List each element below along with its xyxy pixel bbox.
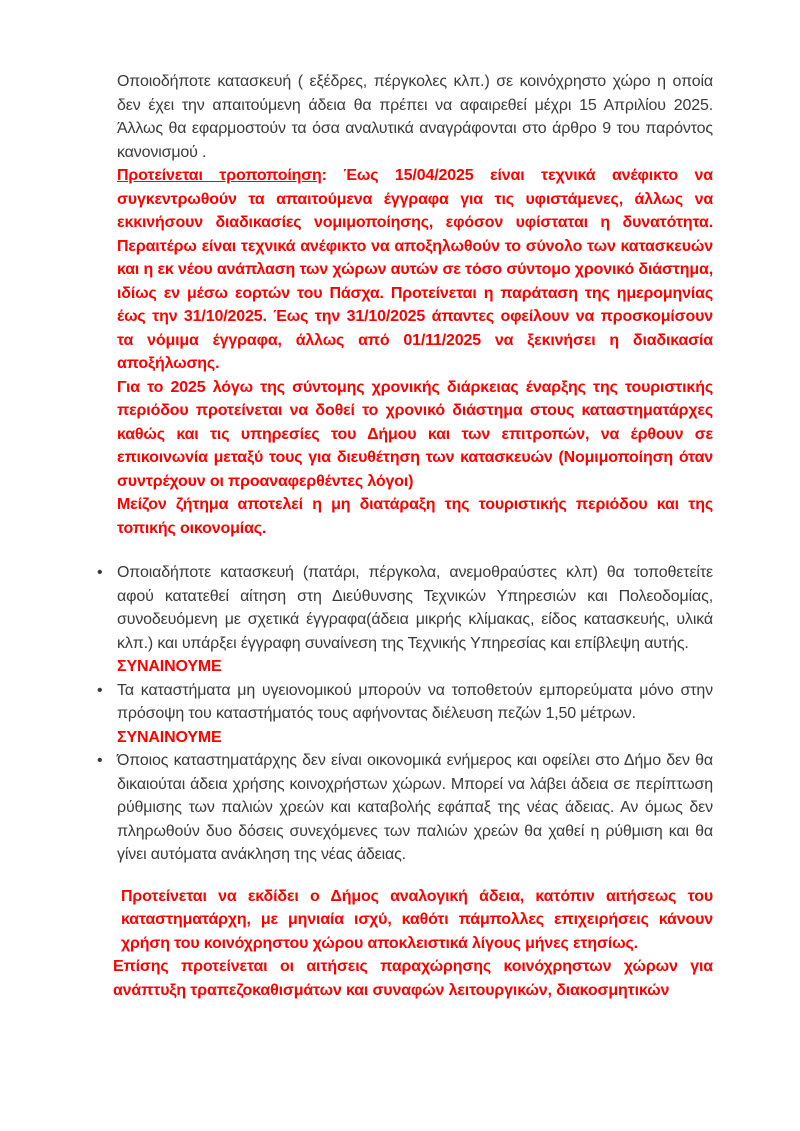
bullet-icon: • [97,564,103,581]
bullet-text: Όποιος καταστηματάρχης δεν είναι οικονομικά ενήμερος και οφείλει στο Δήμο δεν θα δικαιούται άδεια χρήσης κοινοχρήστων χώρων. Μπορεί να λάβει άδεια σε περίπτωση ρύθμισης των παλιών χρεών και καταβολής εφάπαξ της νέας άδειας. Αν όμως δεν πληρωθούν δυο δόσεις συνεχόμενες των παλιών χρεών θα χαθεί η ρύθμιση και θα γίνει αυτόματα ανάκληση της νέας άδειας. [117,752,713,863]
bullet-text: Οποιαδήποτε κατασκευή (πατάρι, πέργκολα, ανεμοθραύστες κλπ) θα τοποθετείτε αφού κατατεθεί αίτηση στη Διεύθυνσης Τεχνικών Υπηρεσιών και Πολεοδομίας, συνοδευόμενη με σχετικά έγγραφα(άδεια μικρής κλίμακας, είδος κατασκευής, υλικά κλπ.) και υπάρξει έγγραφη συναίνεση της Τεχνικής Υπηρεσίας και επίβλεψη αυτής. [117,564,713,652]
bullet-item-constructions [97,561,713,679]
amendment-separator: : [321,167,344,184]
tourism-proposal-paragraph: Για το 2025 λόγω της σύντομης χρονικής διάρκειας έναρξης της τουριστικής περιόδου προτείνεται να δοθεί το χρονικό διάστημα στους καταστηματάρχες καθώς και τις υπηρεσίες του Δήμου και των επιτροπών, να έρθουν σε επικοινωνία μεταξύ τους για διευθέτηση των κατασκευών (Νομιμοποίηση όταν συντρέχουν οι προαναφερθέντες λόγοι) [117,378,713,490]
amendment-paragraph [117,164,713,376]
amendment-lead: Προτείνεται τροποποίηση [117,167,322,184]
closing-paragraph-1: Προτείνεται να εκδίδει ο Δήμος αναλογική άδεια, κατόπιν αιτήσεως του καταστηματάρχη, με μηνιαία ισχύ, καθότι πάμπολλες επιχειρήσεις κάνουν χρήση του κοινόχρηστου χώρου αποκλειστικά λίγους μήνες ετησίως. [121,887,713,952]
bullet-text: Τα καταστήματα μη υγειονομικού μπορούν να τοποθετούν εμπορεύματα μόνο στην πρόσοψη του καταστήματός τους αφήνοντας διέλευση πεζών 1,50 μέτρων. [117,681,713,722]
consent-label: ΣΥΝΑΙΝΟΥΜΕ [117,728,222,746]
bullet-icon: • [97,752,103,769]
closing-paragraph-2: Επίσης προτείνεται οι αιτήσεις παραχώρησης κοινόχρηστων χώρων για ανάπτυξη τραπεζοκαθισμάτων και συναφών λειτουργικών, διακοσμητικών [113,958,713,999]
bullet-icon: • [97,681,103,699]
bullet-list [97,561,713,867]
consent-label: ΣΥΝΑΙΝΟΥΜΕ [117,658,222,675]
closing-proposals [113,885,713,1003]
amendment-body: Έως 15/04/2025 είναι τεχνικά ανέφικτο να συγκεντρωθούν τα απαιτούμενα έγγραφα για τις υφιστάμενες, άλλως να εκκινήσουν διαδικασίες νομιμοποίησης, εφόσον υφίσταται η δυνατότητα. Περαιτέρω είναι τεχνικά ανέφικτο να αποξηλωθούν το σύνολο των κατασκευών και η εκ νέου ανάπλαση των χώρων αυτών σε τόσο σύντομο χρονικό διάστημα, ιδίως εν μέσω εορτών του Πάσχα. Προτείνεται η παράταση της ημερομηνίας έως την 31/10/2025. Έως την 31/10/2025 άπαντες οφείλουν να προσκομίσουν τα νόμιμα έγγραφα, άλλως από 01/11/2025 να ξεκινήσει η διαδικασία αποξήλωσης. [117,167,713,372]
intro-paragraph: Οποιοδήποτε κατασκευή ( εξέδρες, πέργκολες κλπ.) σε κοινόχρηστο χώρο η οποία δεν έχει την απαιτούμενη άδεια θα πρέπει να αφαιρεθεί μέχρι 15 Απριλίου 2025. Άλλως θα εφαρμοστούν τα όσα αναλυτικά αναγράφονται στο άρθρο 9 του παρόντος κανονισμού . [117,73,713,161]
bullet-item-merchandise [97,679,713,750]
bullet-item-debts [97,749,713,867]
major-issue-paragraph: Μείζον ζήτημα αποτελεί η μη διατάραξη της τουριστικής περιόδου και της τοπικής οικονομίας. [117,496,713,537]
